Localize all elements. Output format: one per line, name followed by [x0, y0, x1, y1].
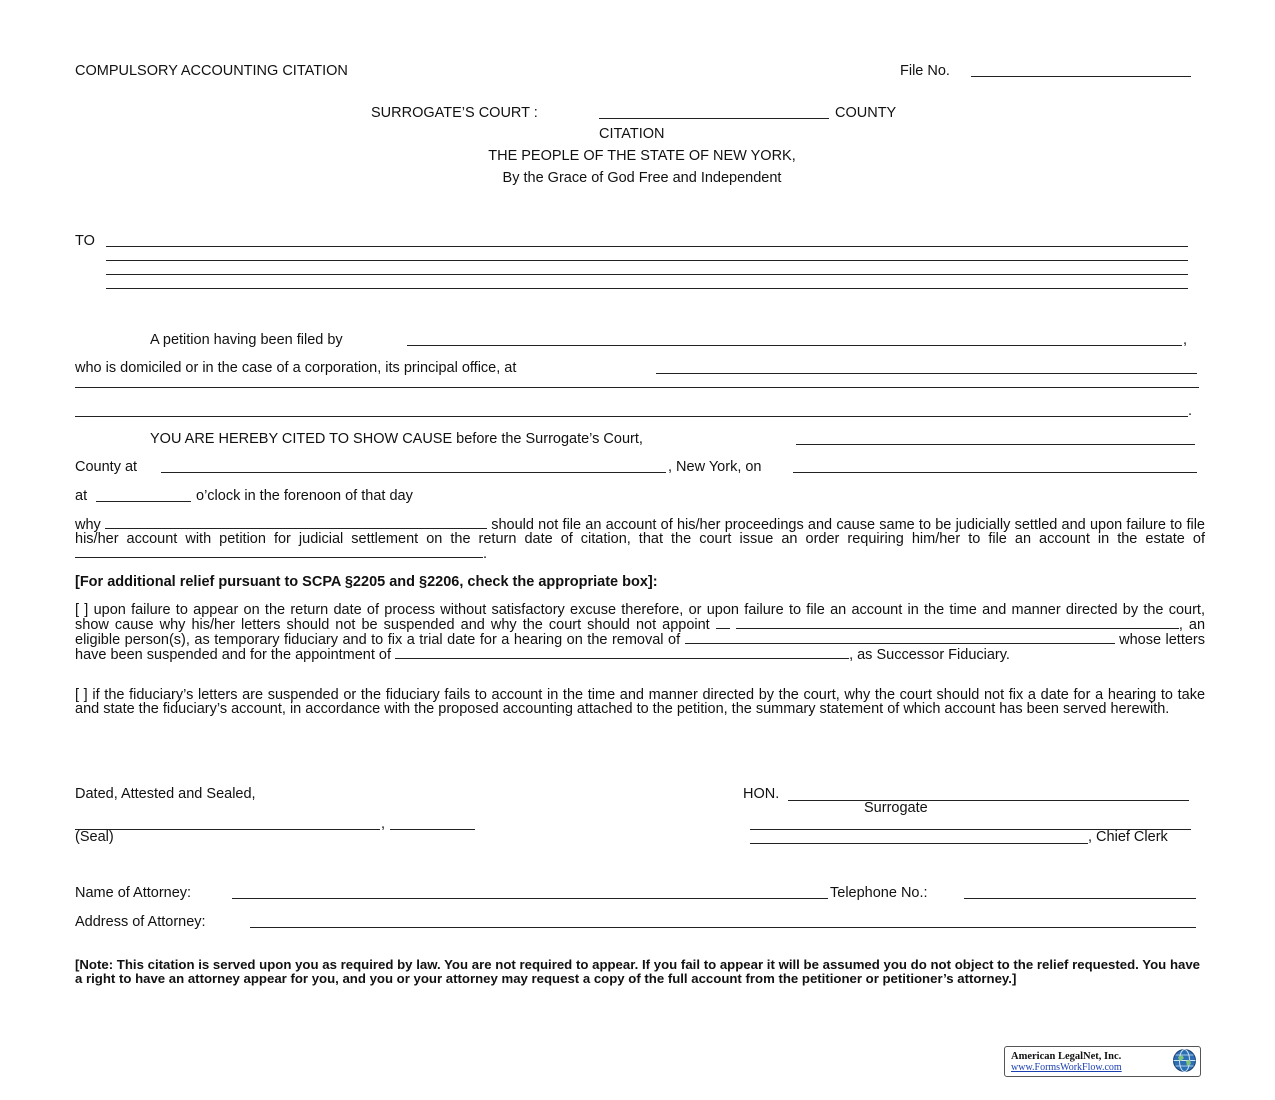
court-location-field[interactable] [161, 472, 666, 473]
attorney-name-field[interactable] [232, 898, 828, 899]
seal-label: (Seal) [75, 829, 114, 845]
fiduciary-name-field[interactable] [105, 517, 487, 529]
relief-option-1-text-d: , as Successor Fiduciary. [849, 647, 1010, 663]
at-label: at [75, 488, 88, 504]
domicile-field-1[interactable] [656, 373, 1197, 374]
domicile-field-3[interactable] [75, 416, 1188, 417]
relief-checkbox-1[interactable]: [ ] [75, 602, 89, 618]
globe-icon [1172, 1048, 1197, 1073]
grace-line: By the Grace of God Free and Independent [502, 170, 782, 186]
to-line-1[interactable] [106, 246, 1188, 247]
temp-fiduciary-field-a[interactable] [716, 617, 730, 629]
domicile-field-2[interactable] [75, 387, 1199, 388]
county-at-label: County at [75, 459, 138, 475]
chief-clerk-field[interactable] [750, 843, 1088, 844]
removal-name-field[interactable] [685, 632, 1115, 644]
why-period: . [483, 546, 488, 562]
petitioner-comma: , [1183, 332, 1188, 348]
attorney-address-label: Address of Attorney: [75, 914, 206, 930]
date-comma: , [381, 816, 386, 832]
telephone-label: Telephone No.: [830, 885, 928, 901]
chief-clerk-label: , Chief Clerk [1088, 829, 1168, 845]
surrogate-name-field[interactable] [788, 800, 1189, 801]
people-line: THE PEOPLE OF THE STATE OF NEW YORK, [488, 148, 796, 164]
attorney-name-label: Name of Attorney: [75, 885, 192, 901]
domiciled-label: who is domiciled or in the case of a corporation, its principal office, at [75, 360, 517, 376]
date-field[interactable] [75, 829, 380, 830]
attorney-address-field[interactable] [250, 927, 1196, 928]
why-paragraph [75, 517, 1205, 561]
why-label: why [75, 517, 101, 533]
oclock-text: o’clock in the forenoon of that day [196, 488, 413, 504]
hereby-cited-text: YOU ARE HEREBY CITED TO SHOW CAUSE before the Surrogate’s Court, [150, 431, 643, 447]
year-field[interactable] [390, 829, 475, 830]
hearing-date-field[interactable] [793, 472, 1197, 473]
to-label: TO [75, 233, 95, 249]
temp-fiduciary-field-b[interactable] [736, 617, 1179, 629]
estate-name-field[interactable] [75, 546, 483, 558]
relief-heading: [For additional relief pursuant to SCPA §2205 and §2206, check the appropriate box]: [75, 574, 658, 590]
logo-company-name: American LegalNet, Inc. [1011, 1051, 1122, 1062]
logo-url-link[interactable]: www.FormsWorkFlow.com [1011, 1062, 1122, 1073]
relief-option-2 [75, 688, 1205, 716]
form-title: COMPULSORY ACCOUNTING CITATION [75, 63, 348, 79]
relief-option-1-text-c: whose letters have been suspended and for the appointment of [75, 632, 1206, 663]
file-no-label: File No. [900, 63, 950, 79]
domicile-period: . [1188, 403, 1193, 419]
court-name-field[interactable] [796, 444, 1195, 445]
dated-label: Dated, Attested and Sealed, [75, 786, 256, 802]
petition-filed-by-label: A petition having been filed by [150, 332, 343, 348]
relief-option-1-text-a: upon failure to appear on the return date of process without satisfactory excuse therefore, or upon failure to file an account in the time and manner directed by the court, show cause why his/her letters should not be suspended and why the court should not appoint [75, 602, 1205, 633]
why-text: should not file an account of his/her proceedings and cause same to be judicially settled and upon failure to file his/her account with petition for judicial settlement on the return date of citation, that the court issue an order requiring him/her to file an account in the estate of [75, 517, 1205, 547]
american-legalnet-logo[interactable] [1004, 1046, 1201, 1077]
file-no-field[interactable] [971, 76, 1191, 77]
successor-fiduciary-field[interactable] [395, 647, 849, 659]
hearing-time-field[interactable] [96, 501, 191, 502]
relief-option-1 [75, 603, 1205, 662]
county-name-field[interactable] [599, 118, 829, 119]
to-line-4[interactable] [106, 288, 1188, 289]
citation-label: CITATION [599, 126, 665, 142]
surrogate-court-label: SURROGATE’S COURT : [371, 105, 538, 121]
telephone-field[interactable] [964, 898, 1196, 899]
relief-option-1-text-b: , an eligible person(s), as temporary fiduciary and to fix a trial date for a hearing on the removal of [75, 617, 1206, 648]
citation-note: [Note: This citation is served upon you as required by law. You are not required to appear. If you fail to appear it will be assumed you do not object to the relief requested. You have a right to have an attorney appear for you, and you or your attorney may request a copy of the full account from the petitioner or petitioner’s attorney.] [75, 957, 1200, 986]
county-label: COUNTY [835, 105, 897, 121]
to-line-3[interactable] [106, 274, 1188, 275]
relief-option-2-text: if the fiduciary’s letters are suspended or the fiduciary fails to account in the time and manner directed by the court, why the court should not fix a date for a hearing to take and state the fiduciary’s account, in accordance with the proposed accounting attached to the petition, the summary statement of which account has been served herewith. [75, 687, 1206, 717]
to-line-2[interactable] [106, 260, 1188, 261]
new-york-on-label: , New York, on [668, 459, 762, 475]
petitioner-field[interactable] [407, 345, 1182, 346]
hon-label: HON. [743, 786, 780, 802]
relief-checkbox-2[interactable]: [ ] [75, 687, 88, 703]
surrogate-label: Surrogate [864, 800, 928, 816]
